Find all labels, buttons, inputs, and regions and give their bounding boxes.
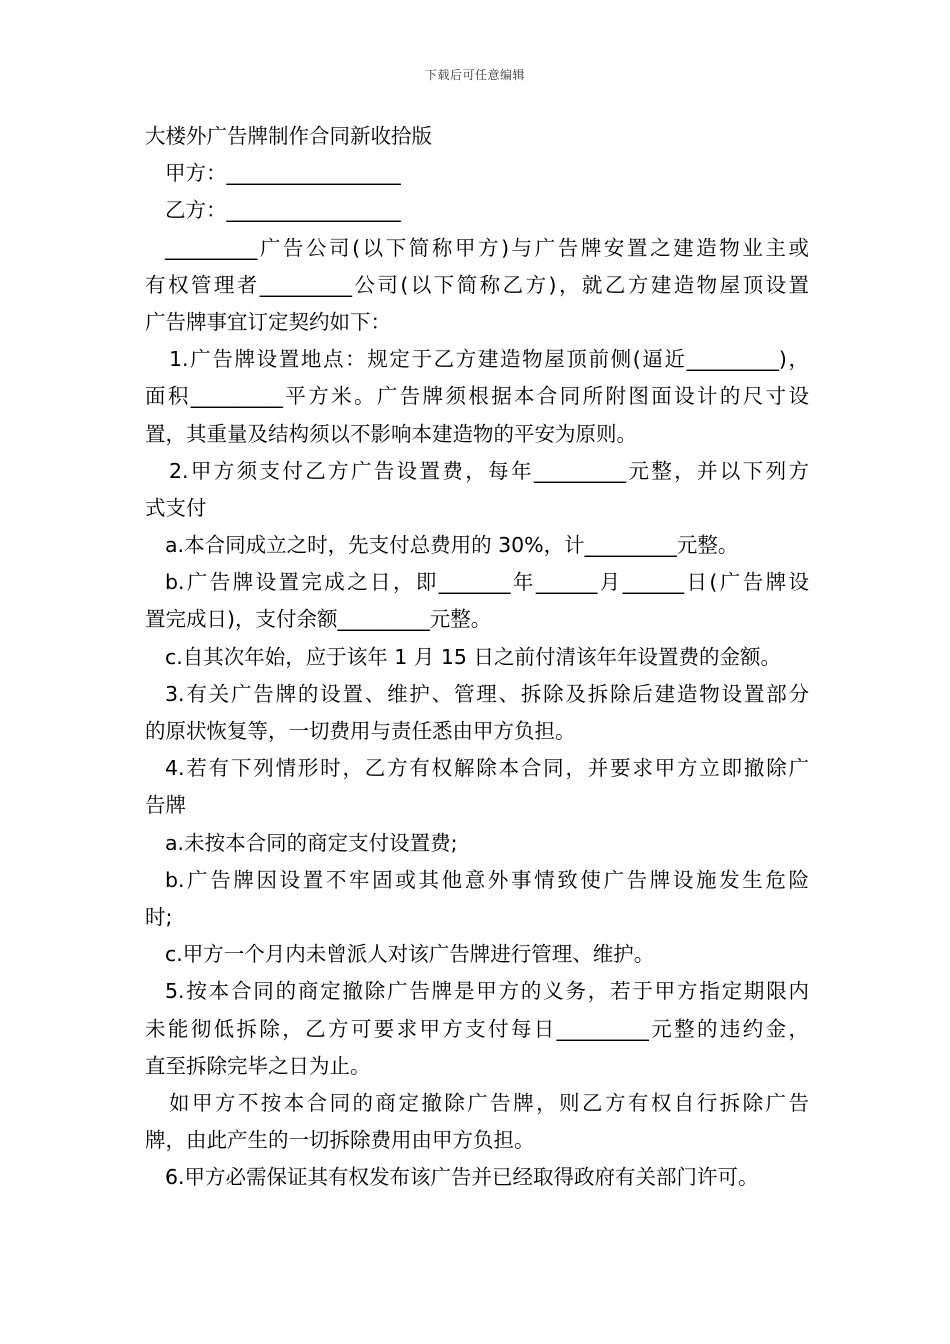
text-line: 如甲方不按本合同的商定撤除广告牌，则乙方有权自行拆除广告 — [169, 1090, 809, 1115]
text-line: _________广告公司(以下简称甲方)与广告牌安置之建造物业主或 — [165, 235, 809, 260]
text-line: 甲方：_________________ — [165, 161, 401, 186]
text-line: 广告牌事宜订定契约如下： — [145, 309, 391, 334]
text-line: 未能彻低拆除，乙方可要求甲方支付每日_________元整的违约金， — [145, 1016, 809, 1041]
text-line: 直至拆除完毕之日为止。 — [145, 1053, 371, 1078]
text-line: 的原状恢复等，一切费用与责任悉由甲方负担。 — [145, 719, 576, 743]
text-line: 置完成日)，支付余额_________元整。 — [145, 607, 492, 632]
document-title: 大楼外广告牌制作合同新收拾版 — [145, 124, 432, 148]
document-body — [145, 118, 809, 1196]
text-line: 有权管理者_________公司(以下简称乙方)，就乙方建造物屋顶设置 — [145, 272, 809, 297]
text-line: 4.若有下列情形时，乙方有权解除本合同，并要求甲方立即撤除广 — [165, 756, 809, 781]
text-line: 乙方：_________________ — [165, 198, 401, 223]
text-line: a.本合同成立之时，先支付总费用的 30%，计_________元整。 — [165, 533, 739, 558]
text-line: 2.甲方须支付乙方广告设置费，每年_________元整，并以下列方 — [169, 458, 809, 483]
text-line: 6.甲方必需保证其有权发布该广告并已经取得政府有关部门许可。 — [165, 1165, 759, 1190]
text-line: 时; — [145, 904, 173, 929]
text-line: 置，其重量及结构须以不影响本建造物的平安为原则。 — [145, 421, 637, 446]
text-line: b.广告牌设置完成之日，即_______年______月______日(广告牌设 — [165, 570, 809, 595]
text-line: 5.按本合同的商定撤除广告牌是甲方的义务，若于甲方指定期限内 — [165, 979, 809, 1004]
text-line: c.甲方一个月内未曾派人对该广告牌进行管理、维护。 — [165, 942, 655, 967]
text-line: 牌，由此产生的一切拆除费用由甲方负担。 — [145, 1128, 535, 1153]
text-line: 1.广告牌设置地点：规定于乙方建造物屋顶前侧(逼近_________)， — [169, 347, 809, 372]
page-header: 下载后可任意编辑 — [424, 68, 525, 82]
text-line: 3.有关广告牌的设置、维护、管理、拆除及拆除后建造物设置部分 — [165, 681, 809, 706]
text-line: 面积_________平方米。广告牌须根据本合同所附图面设计的尺寸设 — [145, 384, 809, 409]
text-line: 式支付 — [145, 495, 207, 520]
text-line: c.自其次年始，应于该年 1 月 15 日之前付清该年年设置费的金额。 — [165, 644, 781, 669]
text-line: b.广告牌因设置不牢固或其他意外事情致使广告牌设施发生危险 — [165, 867, 809, 892]
text-line: a.未按本合同的商定支付设置费; — [165, 830, 458, 855]
text-line: 告牌 — [145, 793, 186, 818]
